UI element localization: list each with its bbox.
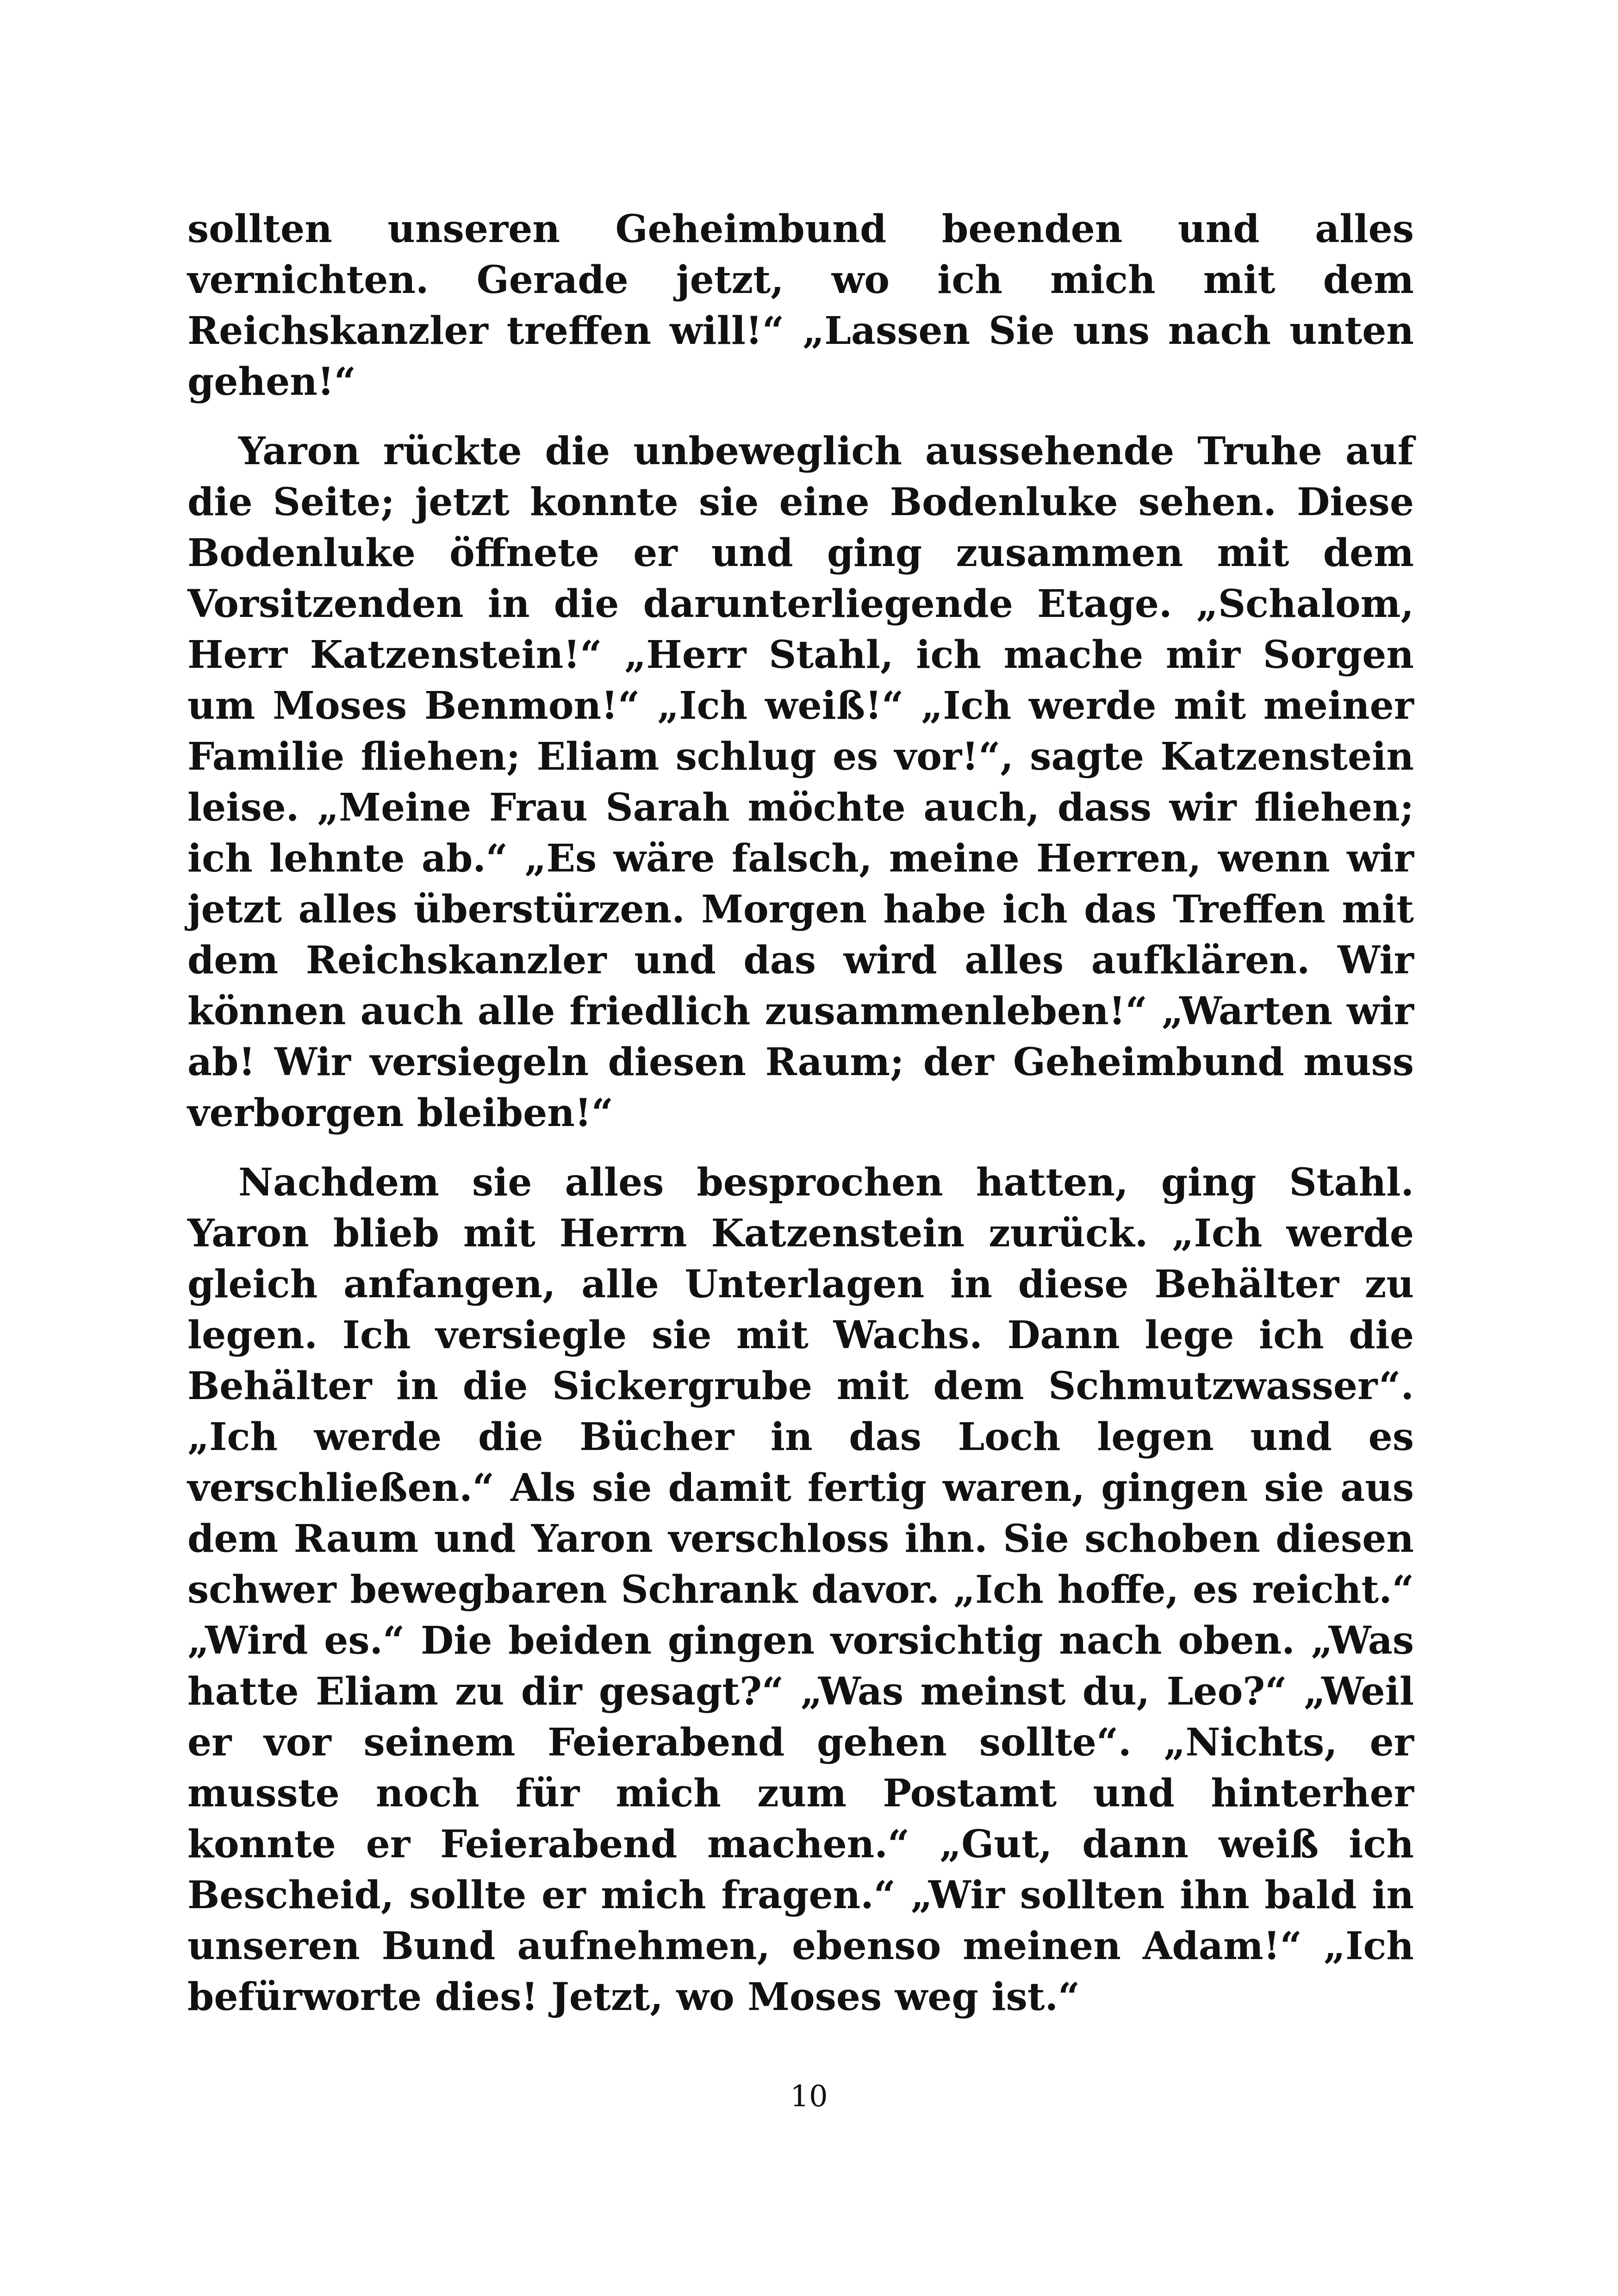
paragraph-3: Nachdem sie alles besprochen hatten, ging Stahl. Yaron blieb mit Herrn Katzenstein zurück. „Ich werde gleich anfangen, alle Unterlagen in diese Behälter zu legen. Ich versiegle sie mit Wachs. Dann lege ich die Behälter in die Sickergrube mit dem Schmutzwasser“. „Ich werde die Bücher in das Loch legen und es verschließen.“ Als sie damit fertig waren, gingen sie aus dem Raum und Yaron verschloss ihn. Sie schoben diesen schwer bewegbaren Schrank davor. „Ich hoffe, es reicht.“ „Wird es.“ Die beiden gingen vorsichtig nach oben. „Was hatte Eliam zu dir gesagt?“ „Was meinst du, Leo?“ „Weil er vor seinem Feierabend gehen sollte“. „Nichts, er musste noch für mich zum Postamt und hinterher konnte er Feierabend machen.“ „Gut, dann weiß ich Bescheid, sollte er mich fragen.“ „Wir sollten ihn bald in unseren Bund aufnehmen, ebenso meinen Adam!“ „Ich befürworte dies! Jetzt, wo Moses weg ist.“ (187, 1160, 1414, 2019)
paragraph-1: sollten unseren Geheimbund beenden und alles vernichten. Gerade jetzt, wo ich mich mit dem Reichskanzler treffen will!“ „Lassen Sie uns nach unten gehen!“ (187, 207, 1414, 404)
page-number: 10 (790, 2079, 828, 2114)
body-text (187, 204, 1414, 2022)
paragraph-2: Yaron rückte die unbeweglich aussehende Truhe auf die Seite; jetzt konnte sie eine Bodenluke sehen. Diese Bodenluke öffnete er und ging zusammen mit dem Vorsitzenden in die darunterliegende Etage. „Schalom, Herr Katzenstein!“ „Herr Stahl, ich mache mir Sorgen um Moses Benmon!“ „Ich weiß!“ „Ich werde mit meiner Familie fliehen; Eliam schlug es vor!“, sagte Katzenstein leise. „Meine Frau Sarah möchte auch, dass wir fliehen; ich lehnte ab.“ „Es wäre falsch, meine Herren, wenn wir jetzt alles überstürzen. Morgen habe ich das Treffen mit dem Reichskanzler und das wird alles aufklären. Wir können auch alle friedlich zusammenleben!“ „Warten wir ab! Wir versiegeln diesen Raum; der Geheimbund muss verborgen bleiben!“ (187, 429, 1414, 1135)
